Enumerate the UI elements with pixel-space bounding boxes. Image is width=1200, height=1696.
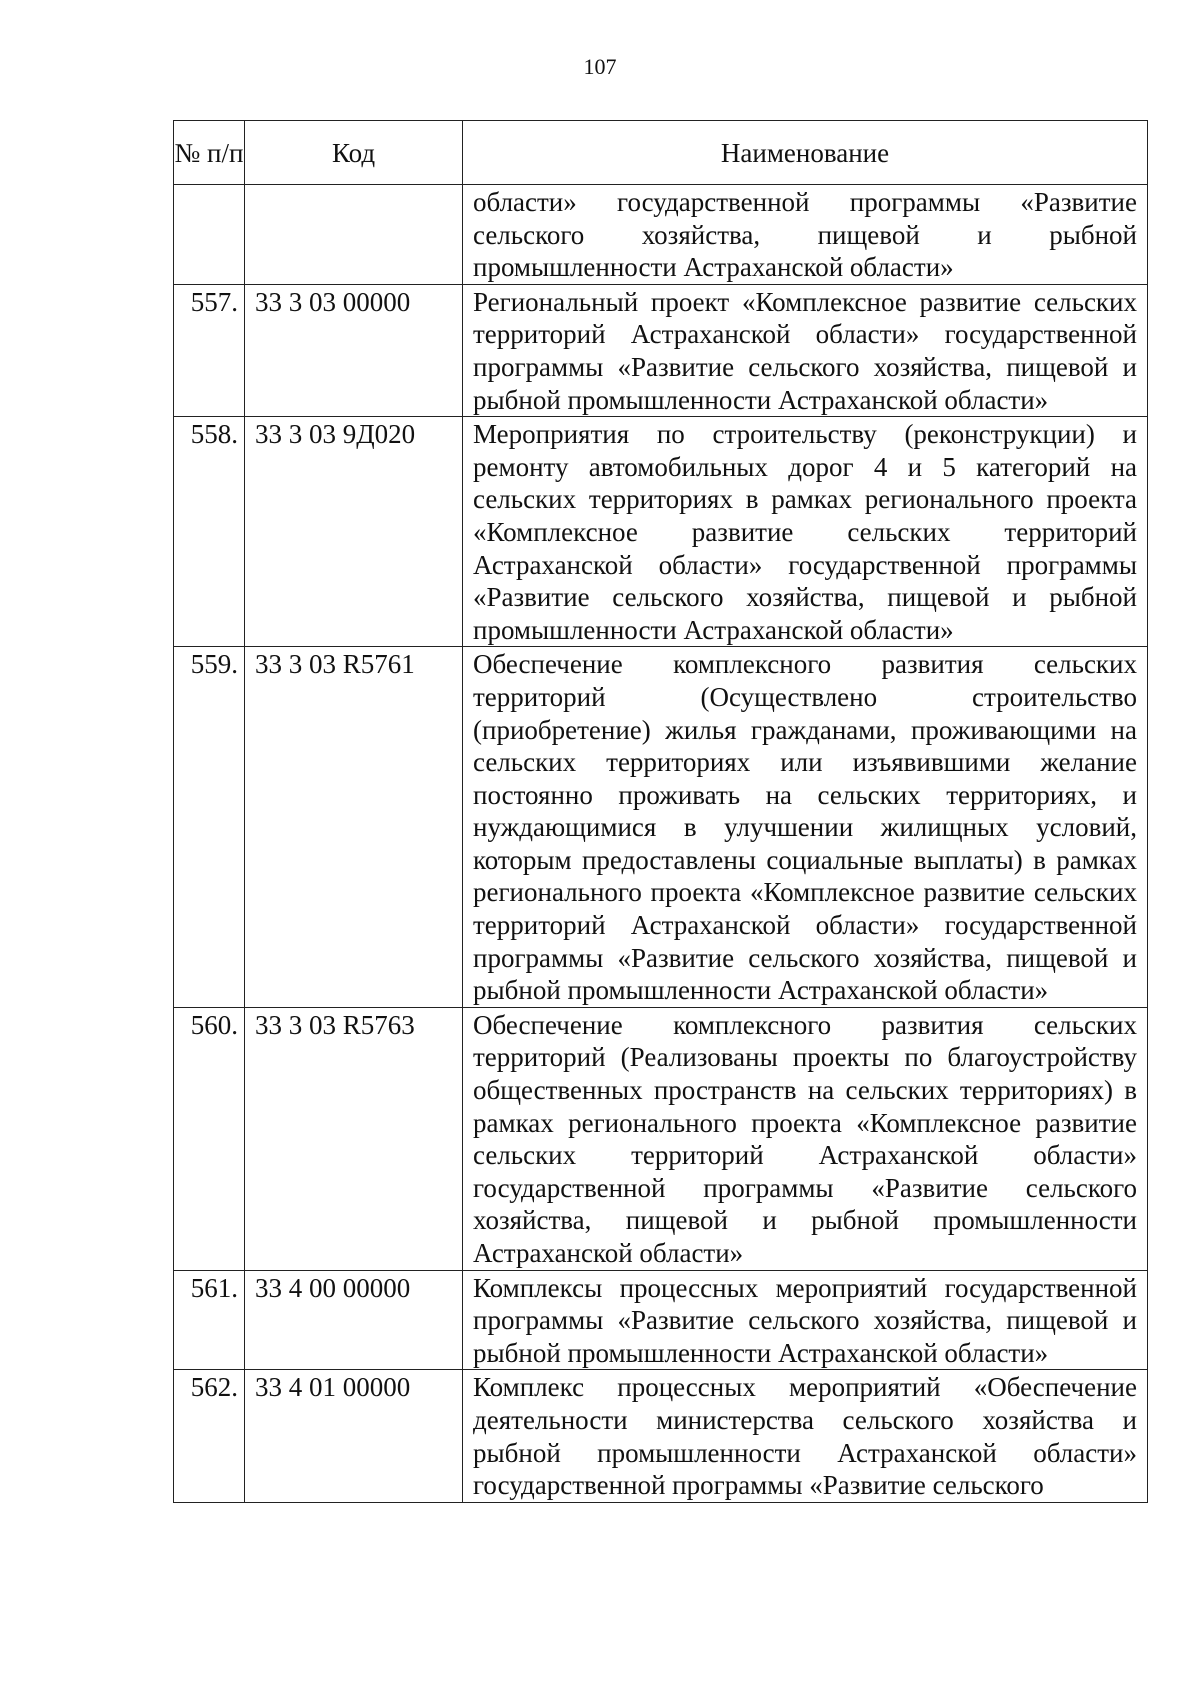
row-name: Обеспечение комплексного развития сельских территорий (Реализованы проекты по благоустройству общественных пространств на сельских территориях) в рамках регионального проекта «Комплексное развитие сельских территорий Астраханской области» государственной программы «Развитие сельского хозяйства, пищевой и рыбной промышленности Астраханской области» <box>463 1007 1148 1270</box>
row-name: Комплекс процессных мероприятий «Обеспечение деятельности министерства сельского хозяйства и рыбной промышленности Астраханской области» государственной программы «Развитие сельского <box>463 1370 1148 1502</box>
row-number <box>174 185 245 285</box>
row-number: 560. <box>174 1007 245 1270</box>
table-row <box>174 647 1148 1008</box>
row-code: 33 3 03 9Д020 <box>245 417 463 647</box>
row-name: Комплексы процессных мероприятий государственной программы «Развитие сельского хозяйства, пищевой и рыбной промышленности Астраханской области» <box>463 1270 1148 1370</box>
page-number: 107 <box>583 54 617 79</box>
header-code: Код <box>245 121 463 185</box>
row-name: области» государственной программы «Развитие сельского хозяйства, пищевой и рыбной промышленности Астраханской области» <box>463 185 1148 285</box>
row-name: Региональный проект «Комплексное развитие сельских территорий Астраханской области» государственной программы «Развитие сельского хозяйства, пищевой и рыбной промышленности Астраханской области» <box>463 284 1148 416</box>
row-code: 33 4 01 00000 <box>245 1370 463 1502</box>
row-number: 558. <box>174 417 245 647</box>
row-number: 561. <box>174 1270 245 1370</box>
table-row <box>174 1007 1148 1270</box>
row-number: 559. <box>174 647 245 1008</box>
table-row <box>174 1370 1148 1502</box>
row-name: Мероприятия по строительству (реконструкции) и ремонту автомобильных дорог 4 и 5 категорий на сельских территориях в рамках регионального проекта «Комплексное развитие сельских территорий Астраханской области» государственной программы «Развитие сельского хозяйства, пищевой и рыбной промышленности Астраханской области» <box>463 417 1148 647</box>
table-header-row <box>174 121 1148 185</box>
row-number: 557. <box>174 284 245 416</box>
row-code <box>245 185 463 285</box>
table-row <box>174 185 1148 285</box>
row-code: 33 3 03 00000 <box>245 284 463 416</box>
header-name: Наименование <box>463 121 1148 185</box>
row-code: 33 3 03 R5761 <box>245 647 463 1008</box>
row-number: 562. <box>174 1370 245 1502</box>
table-row <box>174 284 1148 416</box>
table-row <box>174 417 1148 647</box>
row-name: Обеспечение комплексного развития сельских территорий (Осуществлено строительство (приобретение) жилья гражданами, проживающими на сельских территориях или изъявившими желание постоянно проживать на сельских территориях, и нуждающимися в улучшении жилищных условий, которым предоставлены социальные выплаты) в рамках регионального проекта «Комплексное развитие сельских территорий Астраханской области» государственной программы «Развитие сельского хозяйства, пищевой и рыбной промышленности Астраханской области» <box>463 647 1148 1008</box>
row-code: 33 3 03 R5763 <box>245 1007 463 1270</box>
row-code: 33 4 00 00000 <box>245 1270 463 1370</box>
header-number: № п/п <box>174 121 245 185</box>
budget-classification-table <box>173 120 1148 1503</box>
table-row <box>174 1270 1148 1370</box>
